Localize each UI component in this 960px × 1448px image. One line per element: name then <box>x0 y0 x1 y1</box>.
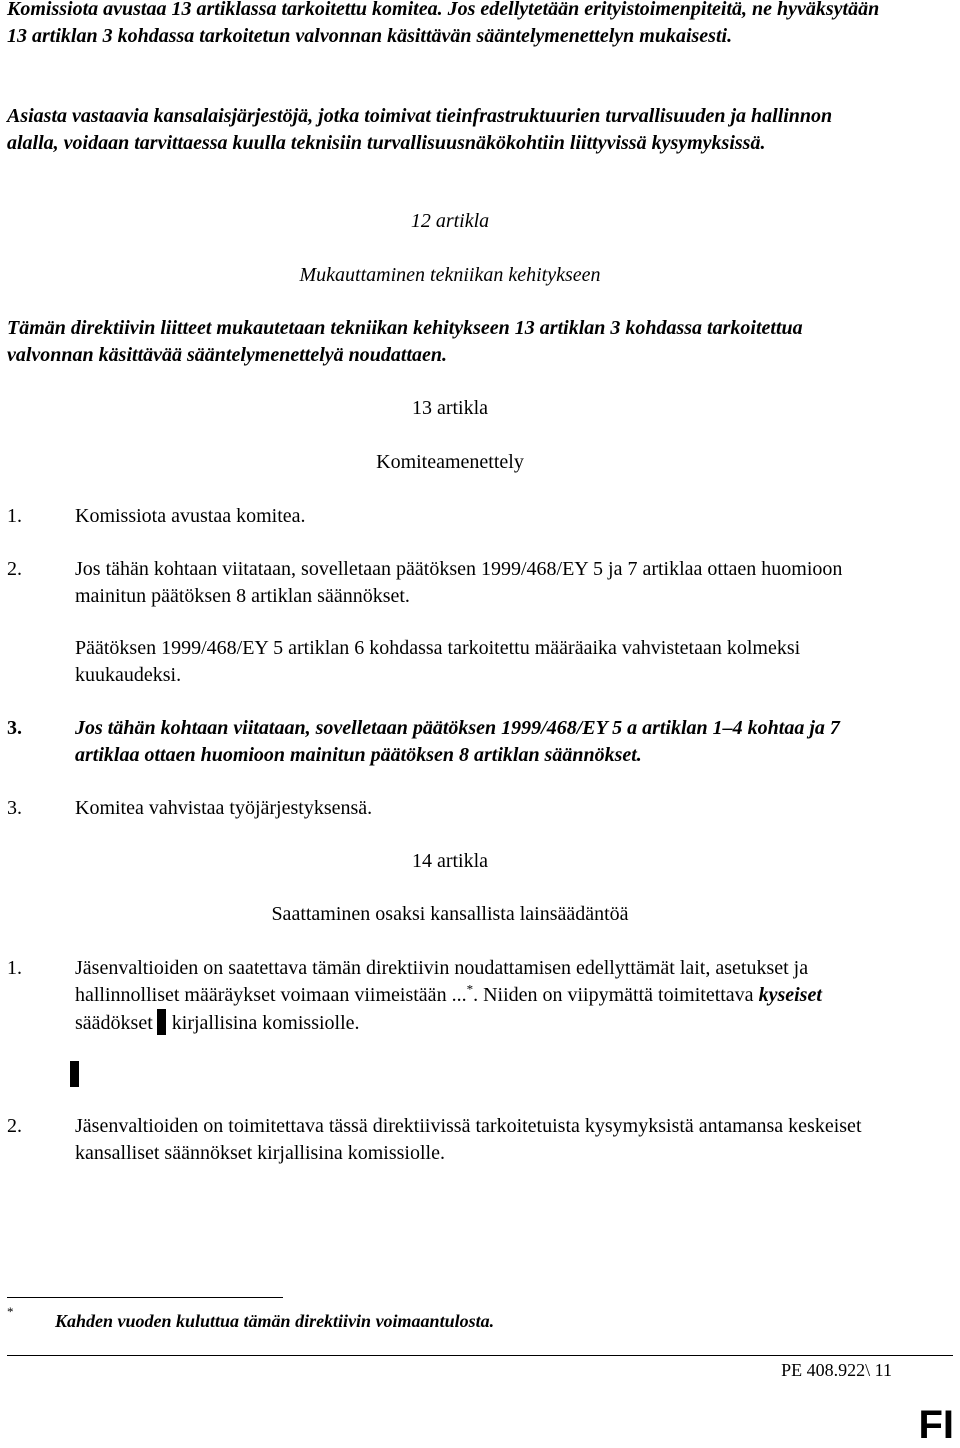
item-subparagraph: Päätöksen 1999/468/EY 5 artiklan 6 kohdassa tarkoitettu määräaika vahvistetaan kolmeksi kuukaudeksi. <box>75 637 801 686</box>
item-text: Jäsenvaltioiden on saatettava tämän direktiivin noudattamisen edellyttämät lait, asetukset ja hallinnolliset määräykset voimaan viimeistään ...*. Niiden on viipymättä toimitettava kyseiset säädökset kirjallisina komissiolle. <box>75 957 822 1034</box>
footnote-text: Kahden vuoden kuluttua tämän direktiivin voimaantulosta. <box>55 1311 495 1331</box>
deletion-marker <box>157 1009 166 1035</box>
item-number: 2. <box>7 558 22 580</box>
item-text: Jos tähän kohtaan viitataan, sovelletaan päätöksen 1999/468/EY 5 a artiklan 1–4 kohtaa ja 7 artiklaa ottaen huomioon mainitun päätöksen 8 artiklan säännökset. <box>75 717 840 766</box>
item-text: Komissiota avustaa komitea. <box>75 505 306 527</box>
deletion-marker <box>70 1061 79 1087</box>
footnote-mark: * <box>7 1304 14 1319</box>
page-reference: PE 408.922\ 11 <box>781 1360 892 1380</box>
article-14-heading: 14 artikla <box>411 850 489 872</box>
article-14-title: Saattaminen osaksi kansallista lainsäädäntöä <box>271 903 629 925</box>
article-12-body: Tämän direktiivin liitteet mukautetaan tekniikan kehitykseen 13 artiklan 3 kohdassa tarkoitettua valvonnan käsittävää sääntelymenettelyä noudattaen. <box>7 317 803 366</box>
item-number: 1. <box>7 505 22 527</box>
footnote-separator <box>7 1297 283 1298</box>
article-13-title: Komiteamenettely <box>376 451 524 473</box>
article-13-heading: 13 artikla <box>411 397 489 419</box>
item-number: 3. <box>7 717 22 739</box>
item-text: Jäsenvaltioiden on toimitettava tässä direktiivissä tarkoitetuista kysymyksistä antamansa keskeiset kansalliset säännökset kirjallisina komissiolle. <box>75 1115 862 1164</box>
item-text: Jos tähän kohtaan viitataan, sovelletaan päätöksen 1999/468/EY 5 ja 7 artiklaa ottaen huomioon mainitun päätöksen 8 artiklan säännökset. <box>75 558 843 607</box>
paragraph-1: Komissiota avustaa 13 artiklassa tarkoitettu komitea. Jos edellytetään erityistoimenpiteitä, ne hyväksytään 13 artiklan 3 kohdassa tarkoitetun valvonnan käsittävän sääntelymenettelyn mukaisesti. <box>7 0 880 47</box>
footer-rule <box>7 1355 953 1356</box>
article-12-heading: 12 artikla <box>410 210 490 232</box>
item-number: 3. <box>7 797 22 819</box>
language-code: FI <box>918 1403 954 1447</box>
item-number: 1. <box>7 957 22 979</box>
item-text: Komitea vahvistaa työjärjestyksensä. <box>75 797 373 819</box>
footnote-ref[interactable]: * <box>466 981 474 997</box>
article-12-title: Mukauttaminen tekniikan kehitykseen <box>299 264 601 286</box>
paragraph-2: Asiasta vastaavia kansalaisjärjestöjä, jotka toimivat tieinfrastruktuurien turvallisuuden ja hallinnon alalla, voidaan tarvittaessa kuulla teknisiin turvallisuusnäkökohtiin liittyvissä kysymyksissä. <box>7 105 833 154</box>
item-number: 2. <box>7 1115 22 1137</box>
